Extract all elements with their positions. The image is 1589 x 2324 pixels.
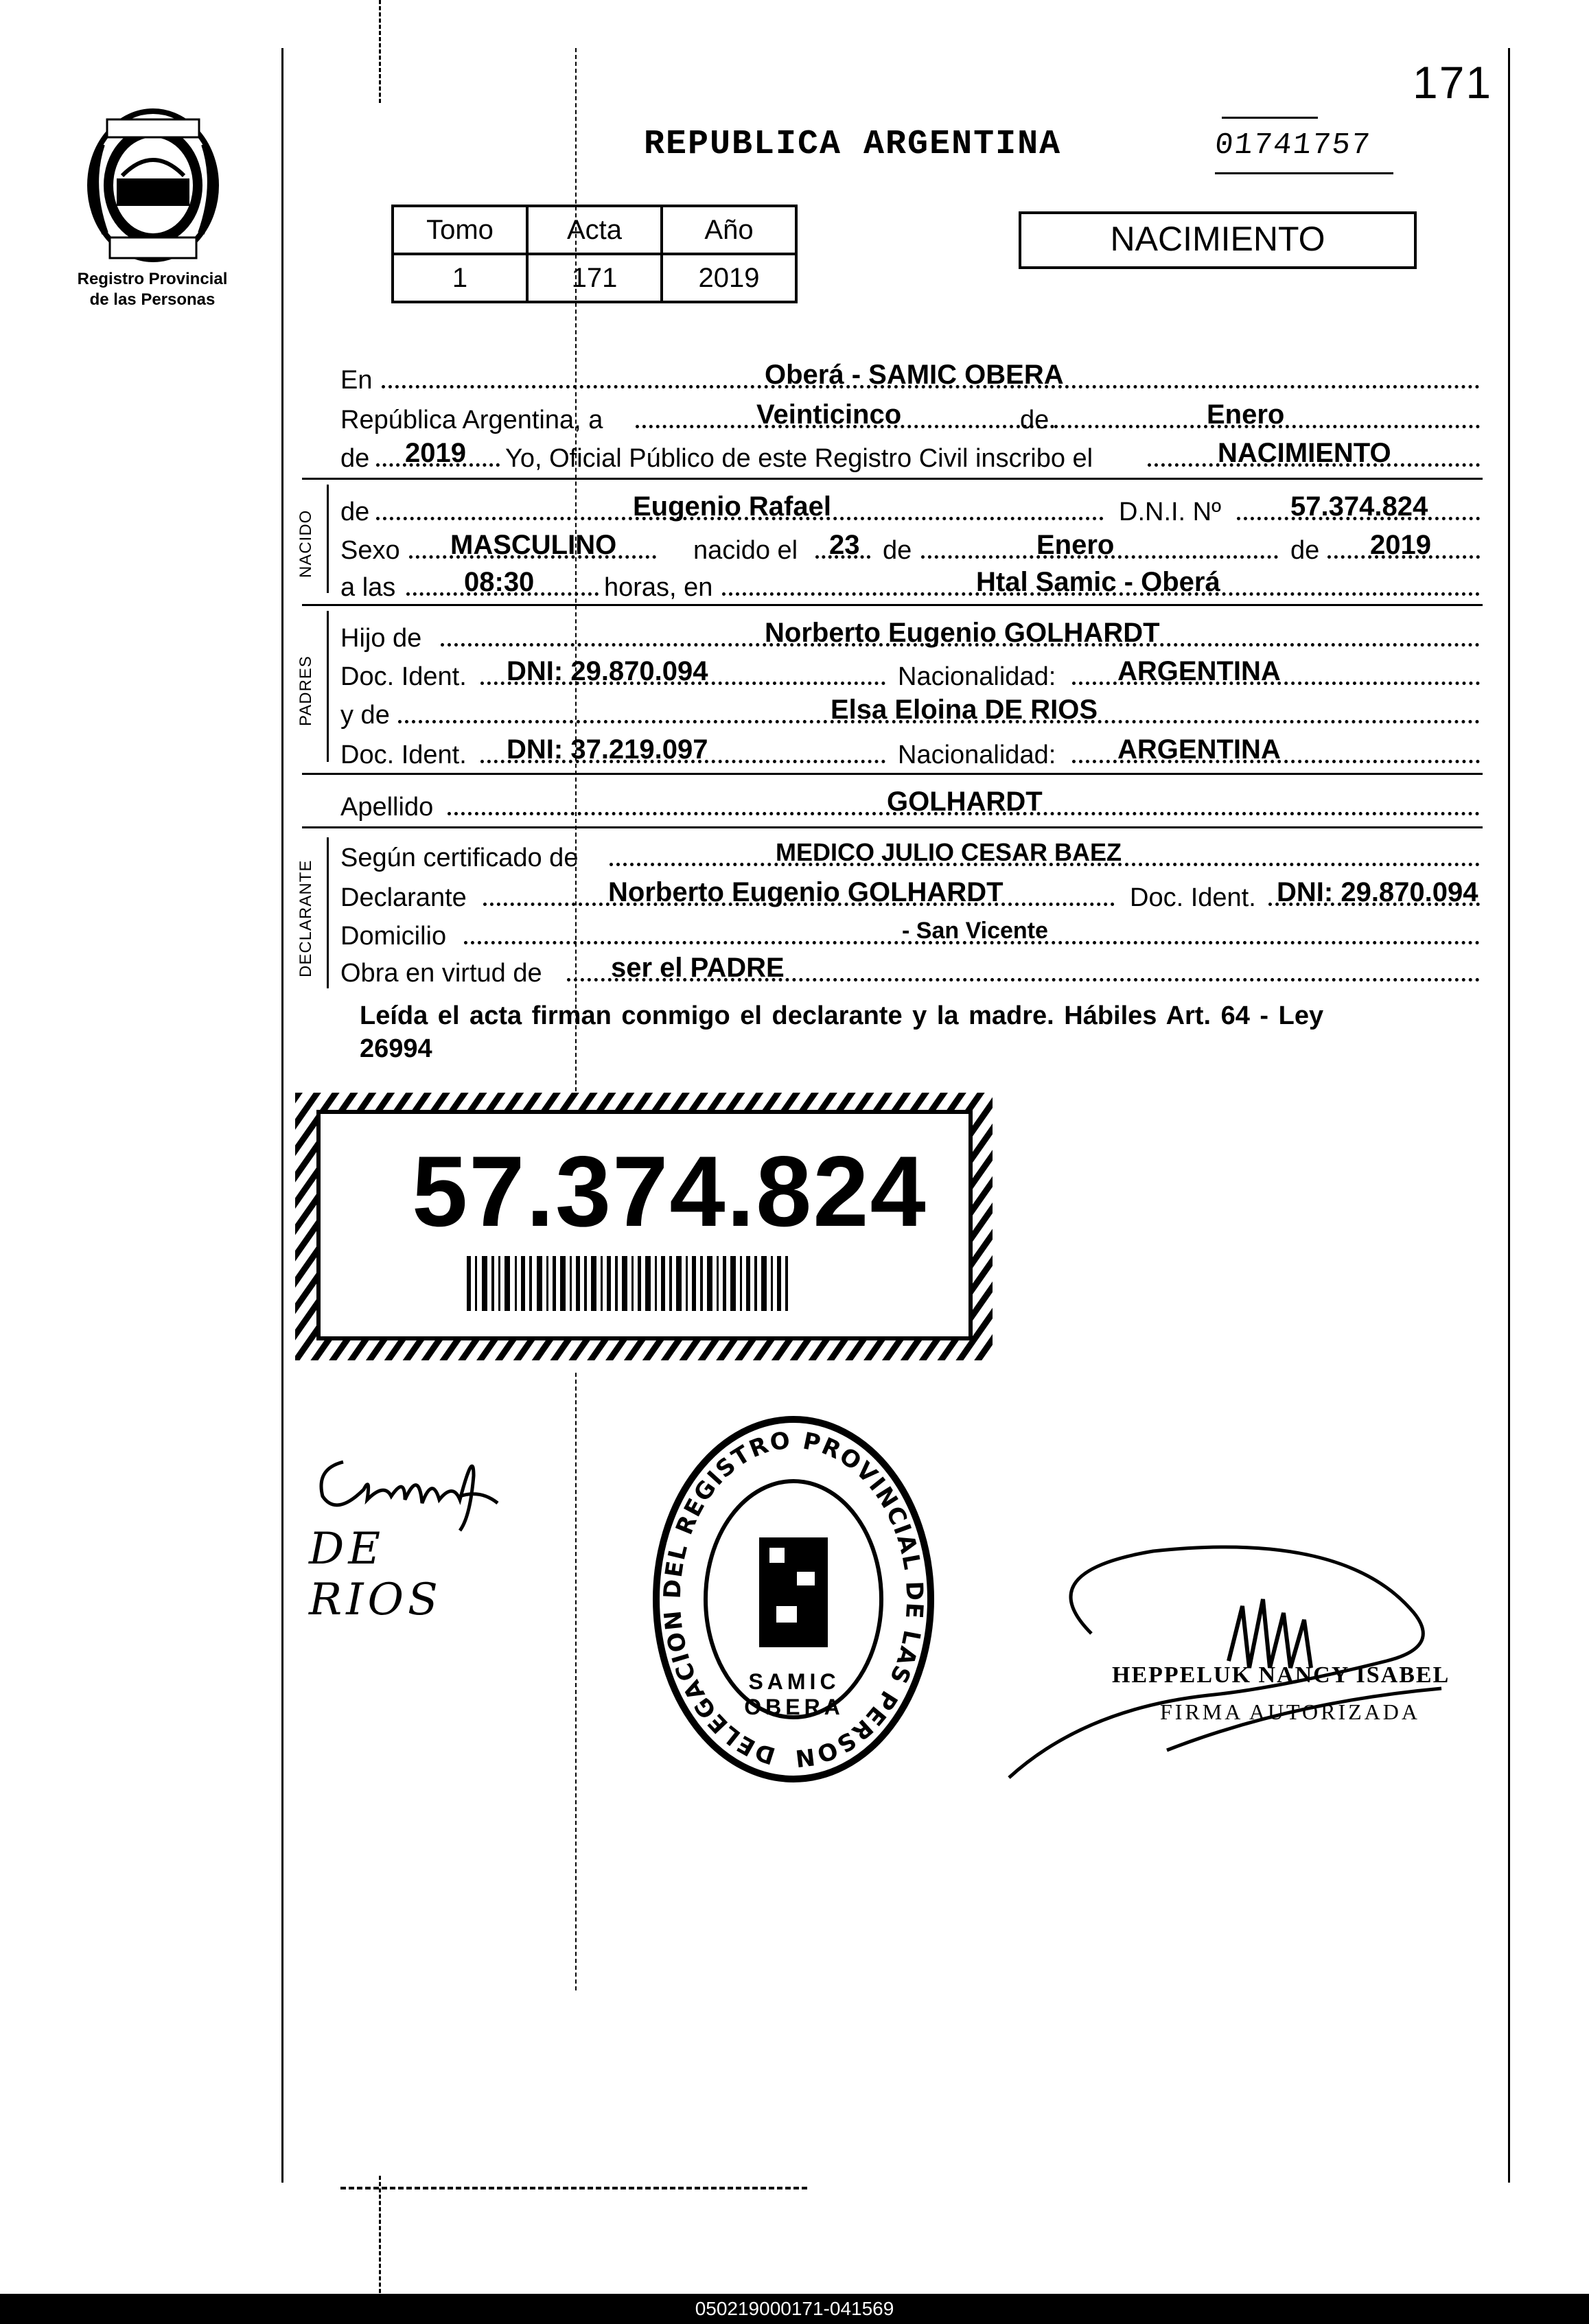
obra-value: ser el PADRE	[611, 953, 785, 983]
row-father-doc	[340, 655, 1480, 692]
declarante-label: Declarante	[340, 883, 467, 912]
separator-apellido	[302, 826, 1483, 828]
month-written-value: Enero	[1207, 399, 1285, 430]
birth-month-value: Enero	[1036, 530, 1115, 560]
birth-day-value: 23	[829, 530, 860, 560]
act-type-label: NACIMIENTO	[1110, 220, 1325, 258]
handwritten-signature-left	[302, 1434, 522, 1625]
child-name-value: Eugenio Rafael	[633, 491, 831, 522]
de-month-label: de	[883, 536, 912, 565]
inscribo-value: NACIMIENTO	[1218, 438, 1391, 468]
serial-number: 01741757	[1213, 128, 1373, 163]
row-mother-doc	[340, 733, 1480, 770]
provincial-seal-logo	[74, 103, 232, 268]
apellido-label: Apellido	[340, 793, 434, 822]
child-dni-value: 57.374.824	[1290, 491, 1428, 522]
father-doc-label: Doc. Ident.	[340, 662, 467, 691]
father-doc-value: DNI: 29.870.094	[507, 656, 708, 686]
obra-label: Obra en virtud de	[340, 959, 542, 988]
declarante-value: Norberto Eugenio GOLHARDT	[608, 877, 1004, 907]
closing-statement-line1: Leída el acta firman conmigo el declarante y la madre. Hábiles Art. 64 - Ley	[360, 1001, 1324, 1030]
apellido-value: GOLHARDT	[887, 787, 1043, 817]
footer-code: 050219000171-041569	[695, 2298, 894, 2319]
anio-header: Año	[662, 206, 796, 254]
row-oficial	[340, 437, 1480, 474]
tomo-acta-table	[391, 205, 798, 303]
row-republica	[340, 398, 1480, 435]
declarante-doc-value: DNI: 29.870.094	[1277, 877, 1478, 907]
nacido-el-label: nacido el	[693, 536, 798, 565]
dni-sticker-number: 57.374.824	[412, 1135, 927, 1247]
official-round-stamp	[649, 1400, 938, 1785]
stamp-center-text: SAMIC OBERA	[744, 1669, 844, 1719]
year-written-value: 2019	[405, 438, 466, 468]
dni-sticker	[295, 1093, 993, 1360]
act-type-box	[1019, 211, 1417, 269]
row-declarante	[340, 876, 1480, 913]
official-name: HEPPELUK NANCY ISABEL	[1112, 1662, 1450, 1688]
official-signature	[1002, 1531, 1469, 1791]
right-margin-line	[1508, 48, 1510, 2183]
row-nacido-name	[340, 490, 1480, 527]
separator-padres	[302, 773, 1483, 775]
father-name-value: Norberto Eugenio GOLHARDT	[765, 618, 1160, 648]
logo-caption	[63, 269, 242, 310]
horas-en-label: horas, en	[604, 573, 713, 602]
domicilio-label: Domicilio	[340, 922, 447, 951]
padres-bracket	[327, 611, 329, 762]
mother-nac-value: ARGENTINA	[1117, 734, 1281, 765]
day-written-value: Veinticinco	[756, 399, 902, 430]
acta-header: Acta	[527, 206, 662, 254]
sexo-value: MASCULINO	[450, 530, 617, 560]
fold-line-lower	[575, 1373, 577, 1990]
en-value: Oberá - SAMIC OBERA	[765, 360, 1064, 390]
mother-doc-label: Doc. Ident.	[340, 741, 467, 769]
row-apellido	[340, 785, 1480, 822]
page-number: 171	[1413, 57, 1493, 108]
logo-caption-line1: Registro Provincial	[77, 270, 228, 288]
bottom-center-dash	[379, 2176, 381, 2299]
de2-label: de	[340, 444, 370, 473]
acta-value: 171	[527, 254, 662, 302]
certificado-label: Según certificado de	[340, 844, 579, 872]
republica-label: República Argentina, a	[340, 406, 603, 434]
mother-name-value: Elsa Eloina DE RIOS	[831, 695, 1098, 725]
nacido-side-label: NACIDO	[297, 509, 315, 578]
left-margin-line	[281, 48, 283, 2183]
declarante-doc-label: Doc. Ident.	[1130, 883, 1256, 912]
sexo-label: Sexo	[340, 536, 400, 565]
birth-place-value: Htal Samic - Oberá	[976, 567, 1220, 597]
logo-caption-line2: de las Personas	[89, 290, 216, 309]
official-caption: FIRMA AUTORIZADA	[1160, 1699, 1420, 1724]
father-nac-value: ARGENTINA	[1117, 656, 1281, 686]
y-de-label: y de	[340, 701, 390, 730]
de-name-label: de	[340, 498, 370, 526]
tomo-value: 1	[393, 254, 527, 302]
closing-statement-line2: 26994	[360, 1034, 432, 1063]
separator-intro	[302, 478, 1483, 480]
birth-time-value: 08:30	[464, 567, 535, 597]
dni-label: D.N.I. Nº	[1119, 498, 1221, 526]
tomo-table-header-row	[393, 206, 796, 254]
top-center-dash	[379, 0, 381, 103]
anio-value: 2019	[662, 254, 796, 302]
row-hora	[340, 566, 1480, 603]
row-sexo	[340, 528, 1480, 566]
bottom-dashed-line	[340, 2187, 807, 2189]
separator-nacido	[302, 604, 1483, 606]
a-las-label: a las	[340, 573, 396, 602]
closing-statement	[360, 999, 1485, 1065]
serial-number-block	[1215, 117, 1414, 174]
certificado-value: MEDICO JULIO CESAR BAEZ	[776, 838, 1122, 866]
declarante-side-label: DECLARANTE	[297, 859, 315, 977]
padres-side-label: PADRES	[297, 655, 315, 726]
de-label: de	[1020, 406, 1049, 434]
oficial-text: Yo, Oficial Público de este Registro Civil inscribo el	[505, 444, 1093, 473]
row-y-de	[340, 693, 1480, 730]
hijo-de-label: Hijo de	[340, 624, 422, 653]
mother-doc-value: DNI: 37.219.097	[507, 734, 708, 765]
footer-code-bar	[0, 2294, 1589, 2324]
birth-year-value: 2019	[1370, 530, 1431, 560]
declarante-bracket	[327, 837, 329, 988]
nacido-bracket	[327, 485, 329, 593]
document-title: REPUBLICA ARGENTINA	[644, 125, 1062, 164]
en-label: En	[340, 366, 373, 395]
row-en	[340, 358, 1480, 395]
father-nac-label: Nacionalidad:	[898, 662, 1056, 691]
row-obra	[340, 951, 1480, 988]
tomo-table-value-row	[393, 254, 796, 302]
row-certificado	[340, 836, 1480, 873]
mother-nac-label: Nacionalidad:	[898, 741, 1056, 769]
domicilio-value: - San Vicente	[902, 918, 1048, 944]
de-year-label: de	[1290, 536, 1320, 565]
stamp-ring-text: DELEGACION DEL REGISTRO PROVINCIAL DE LAS PERSON	[658, 1426, 929, 1772]
row-domicilio	[340, 914, 1480, 951]
handwritten-mother-surname: DE RIOS	[309, 1524, 442, 1625]
row-hijo-de	[340, 616, 1480, 653]
tomo-header: Tomo	[393, 206, 527, 254]
